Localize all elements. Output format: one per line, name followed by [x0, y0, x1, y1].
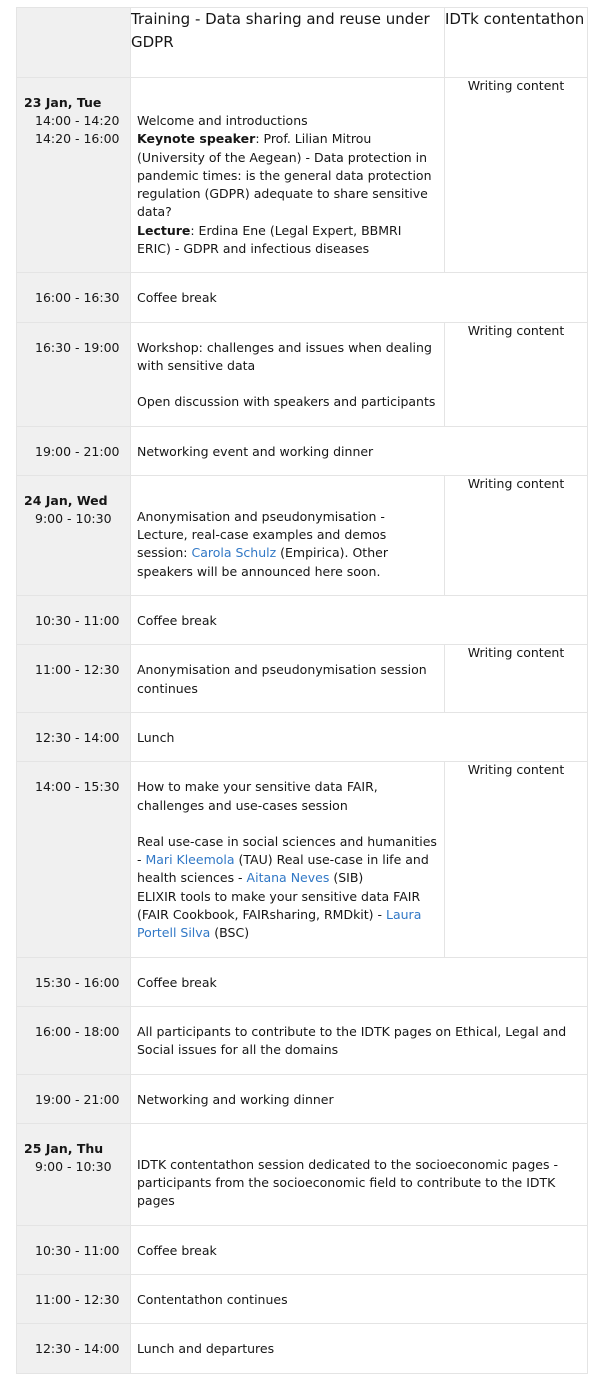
activity-cell: Coffee break — [131, 957, 588, 1006]
activity-cell: Lunch and departures — [131, 1324, 588, 1373]
contentathon-cell: Writing content — [445, 78, 588, 273]
activity-cell — [131, 78, 445, 273]
day-label: 25 Jan, Thu — [24, 1140, 104, 1156]
activity-cell: Networking and working dinner — [131, 1074, 588, 1123]
table-row — [17, 596, 588, 645]
table-row — [17, 645, 588, 713]
elixir-tools-text: ELIXIR tools to make your sensitive data FAIR (FAIR Cookbook, FAIRsharing, RMDkit) - Laura Portell Silva (BSC) — [137, 888, 422, 941]
day-label: 24 Jan, Wed — [24, 492, 108, 508]
time-column-header — [17, 8, 131, 78]
workshop-text: Workshop: challenges and issues when dealing with sensitive data — [137, 339, 432, 373]
time-cell — [17, 322, 131, 426]
time-label: 10:30 - 11:00 — [35, 613, 120, 629]
speaker-link[interactable]: Mari Kleemola — [145, 852, 235, 868]
table-row — [17, 475, 588, 595]
activity-cell: All participants to contribute to the IDTK pages on Ethical, Legal and Social issues for all the domains — [131, 1006, 588, 1074]
fair-session-text: How to make your sensitive data FAIR, challenges and use-cases session — [137, 779, 378, 813]
table-row — [17, 1225, 588, 1274]
activity-cell: Anonymisation and pseudonymisation - Lecture, real-case examples and demos session: Carola Schulz (Empirica). Other speakers will be announced here soon. — [131, 475, 445, 595]
time-cell — [17, 1225, 131, 1274]
time-cell — [17, 1006, 131, 1074]
activity-cell — [131, 762, 445, 957]
welcome-text: Welcome and introductions — [137, 113, 308, 128]
time-cell — [17, 1274, 131, 1323]
activity-cell: Coffee break — [131, 273, 588, 322]
lecture-text: Lecture: Erdina Ene (Legal Expert, BBMRI ERIC) - GDPR and infectious diseases — [137, 222, 402, 257]
activity-cell: Anonymisation and pseudonymisation session continues — [131, 645, 445, 713]
table-row — [17, 1123, 588, 1225]
time-cell — [17, 762, 131, 957]
time-label: 16:30 - 19:00 — [35, 339, 120, 355]
time-label: 16:00 - 16:30 — [35, 290, 120, 306]
table-row — [17, 712, 588, 761]
contentathon-column-header: IDTk contentathon — [445, 8, 588, 78]
table-row — [17, 762, 588, 957]
contentathon-cell: Writing content — [445, 322, 588, 426]
time-cell — [17, 78, 131, 273]
time-label: 11:00 - 12:30 — [35, 1291, 120, 1307]
use-case-text: Real use-case in social sciences and humanities - Mari Kleemola (TAU) Real use-case in life and health sciences - Aitana Neves (SIB) — [137, 833, 437, 886]
time-cell — [17, 426, 131, 475]
activity-column-header: Training - Data sharing and reuse under GDPR — [131, 8, 445, 78]
time-cell — [17, 1123, 131, 1225]
time-cell — [17, 273, 131, 322]
time-cell — [17, 475, 131, 595]
speaker-link[interactable]: Laura Portell Silva — [137, 907, 422, 941]
time-label: 19:00 - 21:00 — [35, 443, 120, 459]
contentathon-cell: Writing content — [445, 475, 588, 595]
table-header-row — [17, 8, 588, 78]
time-cell — [17, 712, 131, 761]
time-label: 14:20 - 16:00 — [35, 131, 120, 146]
time-label: 11:00 - 12:30 — [35, 662, 120, 678]
activity-cell: Lunch — [131, 712, 588, 761]
table-row — [17, 1274, 588, 1323]
table-row — [17, 322, 588, 426]
table-row — [17, 273, 588, 322]
speaker-link[interactable]: Aitana Neves — [246, 870, 330, 886]
lecture-label: Lecture — [137, 222, 191, 238]
time-cell — [17, 957, 131, 1006]
speaker-link[interactable]: Carola Schulz — [191, 545, 277, 561]
time-label: 9:00 - 10:30 — [35, 1158, 112, 1174]
keynote-label: Keynote speaker — [137, 131, 256, 147]
table-row — [17, 957, 588, 1006]
time-cell — [17, 596, 131, 645]
table-row — [17, 78, 588, 273]
table-row — [17, 1006, 588, 1074]
time-cell — [17, 1324, 131, 1373]
time-cell — [17, 1074, 131, 1123]
time-cell — [17, 645, 131, 713]
time-label: 15:30 - 16:00 — [35, 974, 120, 990]
activity-cell: Coffee break — [131, 1225, 588, 1274]
schedule-table — [16, 7, 588, 1374]
activity-cell: Coffee break — [131, 596, 588, 645]
time-label: 10:30 - 11:00 — [35, 1242, 120, 1258]
activity-cell: IDTK contentathon session dedicated to the socioeconomic pages - participants from the socioeconomic field to contribute to the IDTK pages — [131, 1123, 588, 1225]
activity-cell: Contentathon continues — [131, 1274, 588, 1323]
time-label: 14:00 - 14:20 — [35, 113, 120, 128]
activity-cell: Networking event and working dinner — [131, 426, 588, 475]
time-label: 12:30 - 14:00 — [35, 729, 120, 745]
contentathon-cell: Writing content — [445, 645, 588, 713]
table-row — [17, 1324, 588, 1373]
discussion-text: Open discussion with speakers and participants — [137, 394, 436, 410]
keynote-text: Keynote speaker: Prof. Lilian Mitrou (University of the Aegean) - Data protection in pandemic times: is the general data protection regulation (GDPR) adequate to share sensitive data? — [137, 131, 432, 220]
time-label: 12:30 - 14:00 — [35, 1341, 120, 1357]
activity-cell — [131, 322, 445, 426]
day-label: 23 Jan, Tue — [24, 95, 102, 110]
table-row — [17, 426, 588, 475]
time-label: 9:00 - 10:30 — [35, 510, 112, 526]
time-label: 16:00 - 18:00 — [35, 1023, 120, 1039]
time-label: 19:00 - 21:00 — [35, 1091, 120, 1107]
table-row — [17, 1074, 588, 1123]
contentathon-cell: Writing content — [445, 762, 588, 957]
time-label: 14:00 - 15:30 — [35, 779, 120, 795]
